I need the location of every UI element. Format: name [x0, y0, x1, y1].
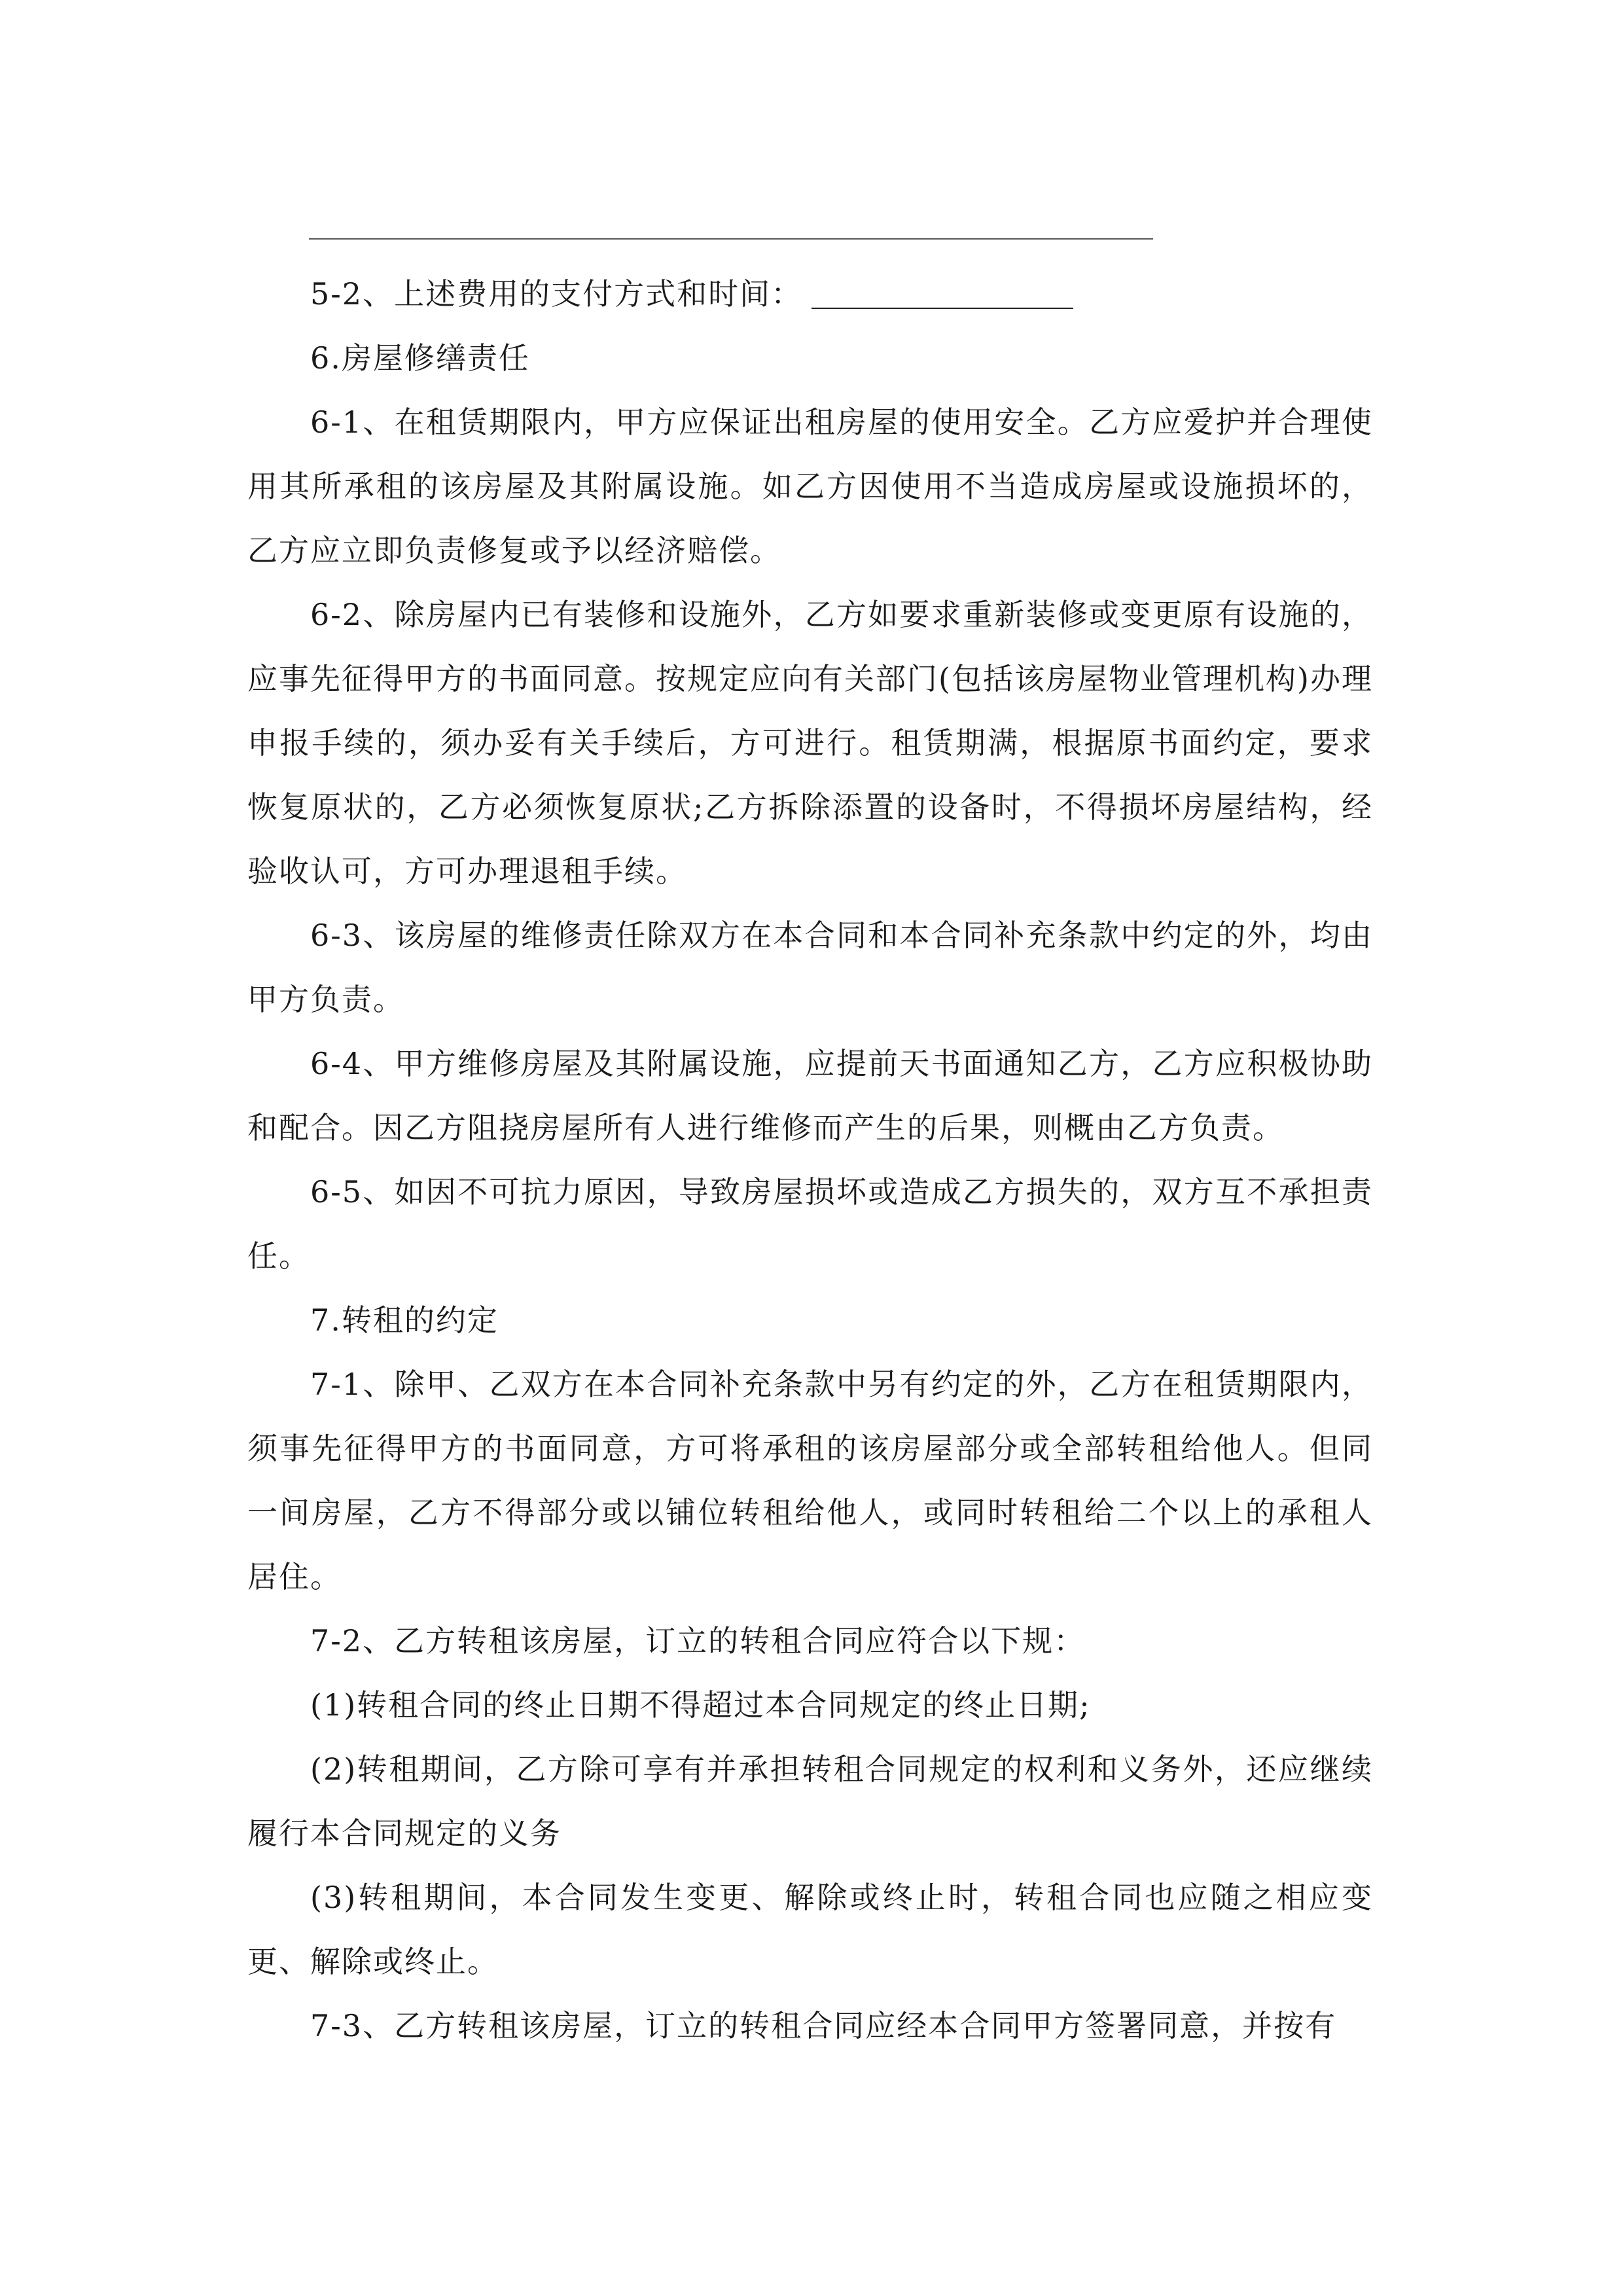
contract-body: [247, 262, 1373, 2058]
clause-7-2-item-3: (3)转租期间，本合同发生变更、解除或终止时，转租合同也应随之相应变更、解除或终止。: [247, 1880, 1373, 1979]
payment-method-blank: [812, 308, 1073, 309]
clause-7-2: 7-2、乙方转租该房屋，订立的转租合同应符合以下规：: [310, 1623, 1086, 1659]
clause-7-2-item-2: (2)转租期间，乙方除可享有并承担转租合同规定的权利和义务外，还应继续履行本合同规定的义务: [247, 1751, 1373, 1851]
clause-6-3: 6-3、该房屋的维修责任除双方在本合同和本合同补充条款中约定的外，均由甲方负责。: [247, 918, 1373, 1017]
clause-5-2: [247, 262, 1373, 326]
clause-7-1: 7-1、除甲、乙双方在本合同补充条款中另有约定的外，乙方在租赁期限内，须事先征得甲方的书面同意，方可将承租的该房屋部分或全部转租给他人。但同一间房屋，乙方不得部分或以铺位转租给他人，或同时转租给二个以上的承租人居住。: [247, 1367, 1373, 1594]
clause-5-2-text: 5-2、上述费用的支付方式和时间：: [310, 276, 803, 312]
clause-6-5: 6-5、如因不可抗力原因，导致房屋损坏或造成乙方损失的，双方互不承担责任。: [247, 1174, 1373, 1274]
clause-6-4: 6-4、甲方维修房屋及其附属设施，应提前天书面通知乙方，乙方应积极协助和配合。因乙方阻挠房屋所有人进行维修而产生的后果，则概由乙方负责。: [247, 1046, 1373, 1145]
section-6-heading: 6.房屋修缮责任: [310, 340, 530, 376]
clause-6-1: 6-1、在租赁期限内，甲方应保证出租房屋的使用安全。乙方应爱护并合理使用其所承租的该房屋及其附属设施。如乙方因使用不当造成房屋或设施损坏的，乙方应立即负责修复或予以经济赔偿。: [247, 404, 1373, 568]
clause-7-3: 7-3、乙方转租该房屋，订立的转租合同应经本合同甲方签署同意，并按有: [310, 2008, 1337, 2043]
clause-6-2: 6-2、除房屋内已有装修和设施外，乙方如要求重新装修或变更原有设施的，应事先征得甲方的书面同意。按规定应向有关部门(包括该房屋物业管理机构)办理申报手续的，须办妥有关手续后，方可进行。租赁期满，根据原书面约定，要求恢复原状的，乙方必须恢复原状;乙方拆除添置的设备时，不得损坏房屋结构，经验收认可，方可办理退租手续。: [247, 597, 1373, 889]
section-7-heading: 7.转租的约定: [310, 1302, 499, 1338]
top-fill-in-line: [309, 238, 1153, 240]
clause-7-2-item-1: (1)转租合同的终止日期不得超过本合同规定的终止日期;: [310, 1687, 1091, 1723]
